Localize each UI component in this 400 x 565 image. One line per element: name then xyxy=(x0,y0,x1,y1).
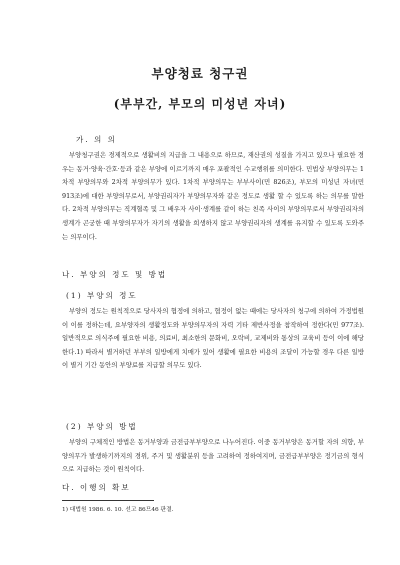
paragraph-degree: 부양의 정도는 원칙적으로 당사자의 협정에 의하고, 협정이 없는 때에는 당사자의 청구에 의하여 가정법원이 이를 정하는데, 요부양자의 생활정도와 부양의무자의 자력 기타 제반사정을 참작하여 정한다(민 977조). 일반적으로 의식주에 필요한 비용, 의료비, 최소한의 문화비, 오락비, 교제비와 통상의 교육비 등이 이에 해당한다.1) 따라서 별거하던 부부의 일방에게 치매가 있어 생활에 필요한 비용의 조달이 가능할 경우 다른 일방이 별거 기간 동안의 부양료를 지급할 의무도 있다. xyxy=(62,307,364,370)
document-subtitle: (부부간, 부모의 미성년 자녀) xyxy=(113,97,287,111)
section-heading-degree-method: 나. 부양의 정도 및 방법 xyxy=(62,270,168,279)
section-heading-purpose: 가. 의 의 xyxy=(76,135,117,144)
footnote: 1) 대법원 1986. 6. 10. 선고 86므46 판결. xyxy=(62,507,174,513)
paragraph-purpose: 부양청구권은 경제적으로 생활비의 지급을 그 내용으로 하므로, 재산권의 성질을 가지고 있으나 필요한 경우는 동거·양육·간호·등과 같은 부양에 이르기까지 매우 포괄적인 수교행위를 의미한다. 민법상 부양의무는 1차적 부양의무와 2차적 부양의무가 있다. 1차적 부양의무는 부부사이(민 826조), 부모의 미성년 자녀(민 913조)에 대한 부양의무로서, 부양권리자가 부양의무자와 같은 정도로 생활 할 수 있도록 하는 의무를 말한다. 2차적 부양의무는 직계혈족 및 그 배우자 사이·생계를 같이 하는 친족 사이의 부양의무로서 부양권리자의 생계가 곤궁한 때 부양의무자가 자기의 생활을 희생하지 않고 부양권리자의 생계를 유지할 수 있도록 도와주는 의무이다. xyxy=(62,151,364,241)
footnote-divider xyxy=(62,500,154,501)
paragraph-method: 부양의 구체적인 방법은 동거부양과 금전급부부양으로 나누어진다. 이중 동거부양은 동거할 자의 의향, 부양의무가 발생하기까지의 경위, 주거 및 생활분위 등을 고려하여 정하여지며, 금전급부부양은 정기금의 형식으로 지급하는 것이 원칙이다. xyxy=(62,438,364,474)
section-heading-enforcement: 다. 이행의 확보 xyxy=(62,483,131,492)
document-title: 부양청료 청구권 xyxy=(151,66,249,81)
subsection-heading-degree: (1) 부양의 정도 xyxy=(66,291,138,300)
subsection-heading-method: (2) 부양의 방법 xyxy=(66,422,138,431)
